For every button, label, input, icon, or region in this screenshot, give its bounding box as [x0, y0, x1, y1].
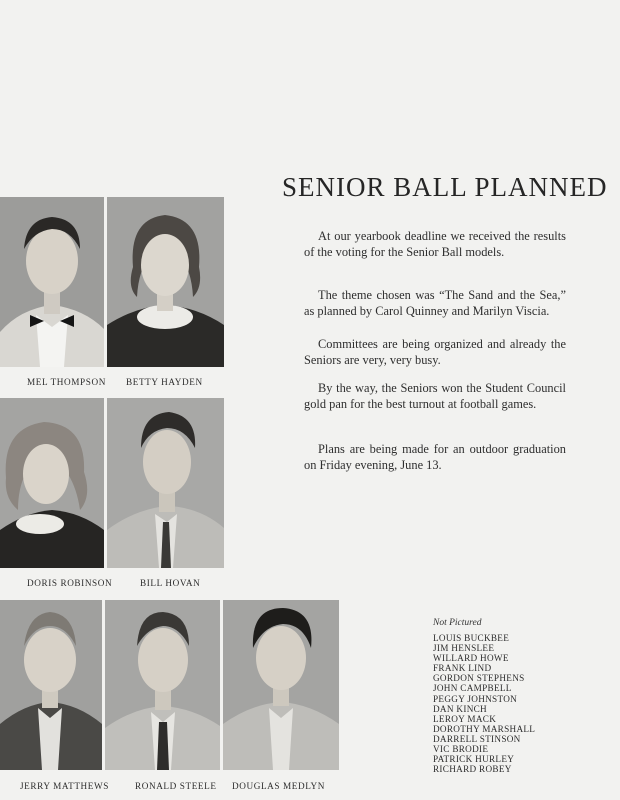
portrait-caption: DORIS ROBINSON: [27, 578, 113, 588]
article-paragraph: Plans are being made for an outdoor graduation on Friday evening, June 13.: [304, 442, 566, 472]
list-item: GORDON STEPHENS: [433, 673, 525, 684]
portrait-photo: [107, 398, 224, 568]
list-item: PEGGY JOHNSTON: [433, 693, 518, 704]
portrait-caption: DOUGLAS MEDLYN: [232, 781, 325, 791]
list-item: FRANK LIND: [433, 663, 492, 674]
portrait-photo: [0, 398, 104, 568]
article-paragraph: The theme chosen was “The Sand and the Sea,” as planned by Carol Quinney and Marilyn Viscia.: [304, 288, 566, 318]
not-pictured-heading: Not Pictured: [433, 618, 482, 628]
list-item: LEROY MACK: [433, 713, 497, 724]
portrait-photo: [105, 600, 220, 770]
list-item: WILLARD HOWE: [433, 653, 509, 664]
portrait-caption: MEL THOMPSON: [27, 377, 106, 387]
portrait-photo: [0, 600, 102, 770]
list-item: JIM HENSLEE: [433, 643, 495, 654]
portrait-photo: [107, 197, 224, 367]
list-item: PATRICK HURLEY: [433, 754, 515, 765]
list-item: DAN KINCH: [433, 703, 487, 714]
portrait-caption: BILL HOVAN: [140, 578, 201, 588]
list-item: DARRELL STINSON: [433, 733, 521, 744]
portrait-caption: JERRY MATTHEWS: [20, 781, 109, 791]
list-item: JOHN CAMPBELL: [433, 683, 512, 694]
list-item: DOROTHY MARSHALL: [433, 723, 536, 734]
portrait-photo: [0, 197, 104, 367]
list-item: VIC BRODIE: [433, 744, 489, 755]
page-title: SENIOR BALL PLANNED: [282, 172, 608, 202]
list-item: RICHARD ROBEY: [433, 764, 512, 775]
portrait-caption: BETTY HAYDEN: [126, 377, 203, 387]
article-paragraph: At our yearbook deadline we received the results of the voting for the Senior Ball models.: [304, 229, 566, 259]
article-paragraph: Committees are being organized and already the Seniors are very, very busy.: [304, 337, 566, 367]
list-item: LOUIS BUCKBEE: [433, 633, 510, 643]
not-pictured-list: [433, 633, 535, 774]
article-paragraph: By the way, the Seniors won the Student Council gold pan for the best turnout at football games.: [304, 381, 566, 411]
portrait-caption: RONALD STEELE: [135, 781, 217, 791]
portrait-photo: [223, 600, 339, 770]
